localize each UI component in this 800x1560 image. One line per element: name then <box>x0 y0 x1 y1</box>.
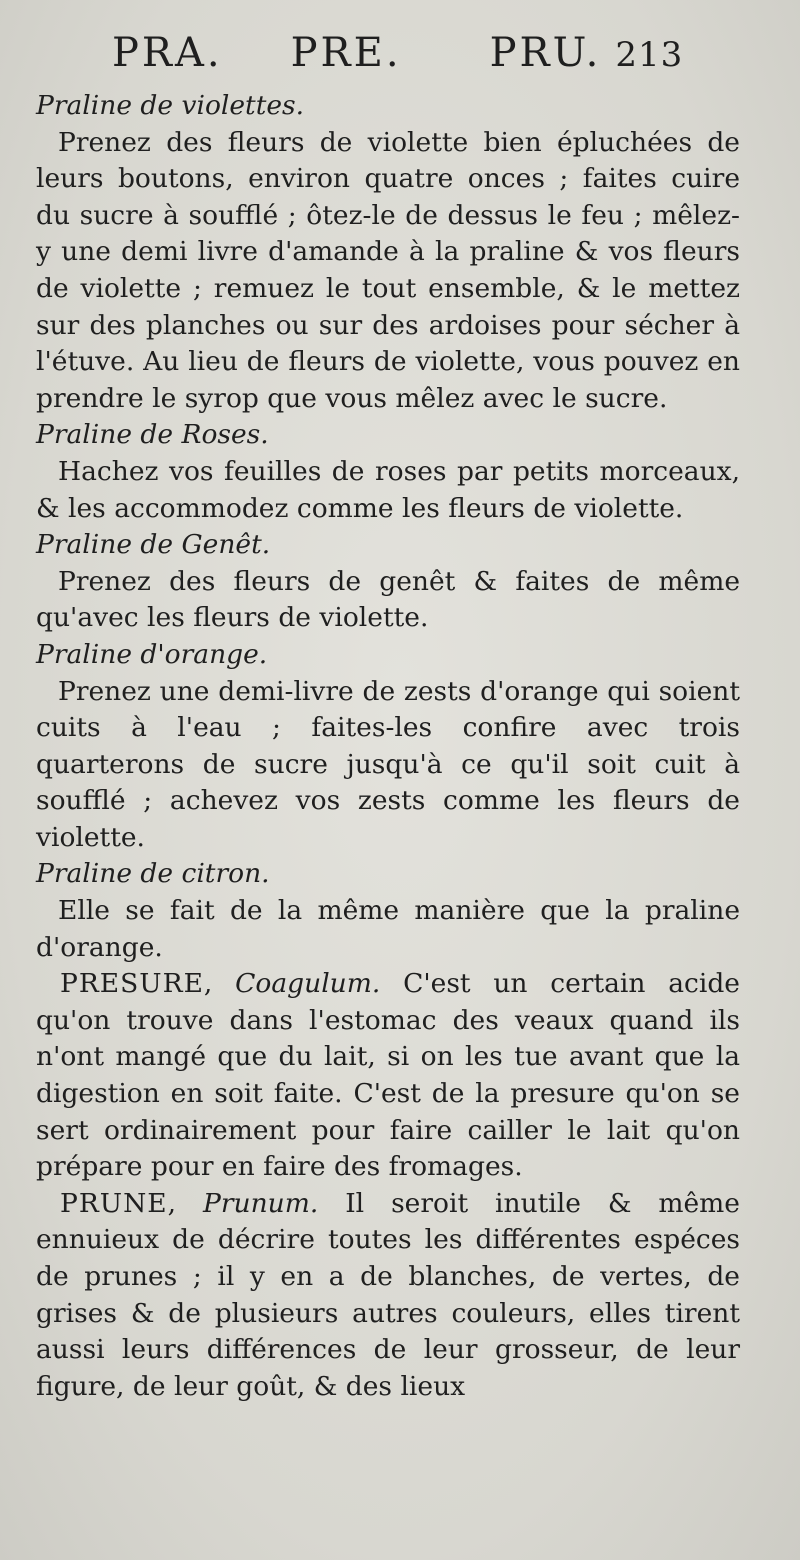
section-title-orange: Praline d'orange. <box>36 638 268 670</box>
header-right: PRU. <box>489 30 602 76</box>
section-body-orange: Prenez une demi-livre de zests d'orange qui soient cuits à l'eau ; faites-les confire avec trois quarterons de sucre jusqu'à ce qu'il soit cuit à soufflé ; achevez vos zests comme les fleurs de violette. <box>36 675 740 853</box>
section-body-violettes: Prenez des fleurs de violette bien épluchées de leurs boutons, environ quatre onces ; faites cuire du sucre à soufflé ; ôtez-le de dessus le feu ; mêlez-y une demi livre d'amande à la praline & vos fleurs de violette ; remuez le tout ensemble, & le mettez sur des planches ou sur des ardoises pour sécher à l'étuve. Au lieu de fleurs de violette, vous pouvez en prendre le syrop que vous mêlez avec le sucre. <box>36 126 740 414</box>
entry-prune: PRUNE, Prunum. Il seroit inutile & même ennuieux de décrire toutes les différentes espéces de prunes ; il y en a de blanches, de vertes, de grises & de plusieurs autres couleurs, elles tirent aussi leurs différences de leur grosseur, de leur figure, de leur goût, & des lieux <box>36 1187 740 1402</box>
entry-presure: PRESURE, Coagulum. C'est un certain acide qu'on trouve dans l'estomac des veaux quand ils n'ont mangé que du lait, si on les tue avant que la digestion en soit faite. C'est de la presure qu'on se sert ordinairement pour faire cailler le lait qu'on prépare pour en faire des fromages. <box>36 968 740 1183</box>
entry-latin-name: Coagulum. <box>235 968 381 1000</box>
page-number: 213 <box>615 35 684 75</box>
section-title-violettes: Praline de violettes. <box>36 90 305 121</box>
entry-body: Il seroit inutile & même ennuieux de décrire toutes les différentes espéces de prunes ; il y en a de blanches, de vertes, de grises & de plusieurs autres couleurs, elles tirent aussi leurs différences de leur grosseur, de leur figure, de leur goût, & des lieux <box>36 1187 740 1402</box>
section-body-roses: Hachez vos feuilles de roses par petits morceaux, & les accommodez comme les fleurs de violette. <box>36 455 740 524</box>
running-head <box>36 30 740 88</box>
header-center: PRE. <box>290 30 402 76</box>
entry-body: C'est un certain acide qu'on trouve dans l'estomac des veaux quand ils n'ont mangé que du lait, si on les tue avant que la digestion en soit faite. C'est de la presure qu'on se sert ordinairement pour faire cailler le lait qu'on prépare pour en faire des fromages. <box>36 968 740 1183</box>
section-title-roses: Praline de Roses. <box>36 419 269 451</box>
entry-lemma: PRUNE <box>60 1187 168 1219</box>
page-text <box>36 88 740 1405</box>
section-title-genet: Praline de Genêt. <box>36 529 271 561</box>
entry-latin-name: Prunum. <box>203 1187 319 1219</box>
header-left: PRA. <box>112 30 223 76</box>
section-body-genet: Prenez des fleurs de genêt & faites de même qu'avec les fleurs de violette. <box>36 565 740 634</box>
section-title-citron: Praline de citron. <box>36 858 270 890</box>
entry-lemma: PRESURE <box>60 968 204 1000</box>
section-body-citron: Elle se fait de la même manière que la praline d'orange. <box>36 895 740 963</box>
